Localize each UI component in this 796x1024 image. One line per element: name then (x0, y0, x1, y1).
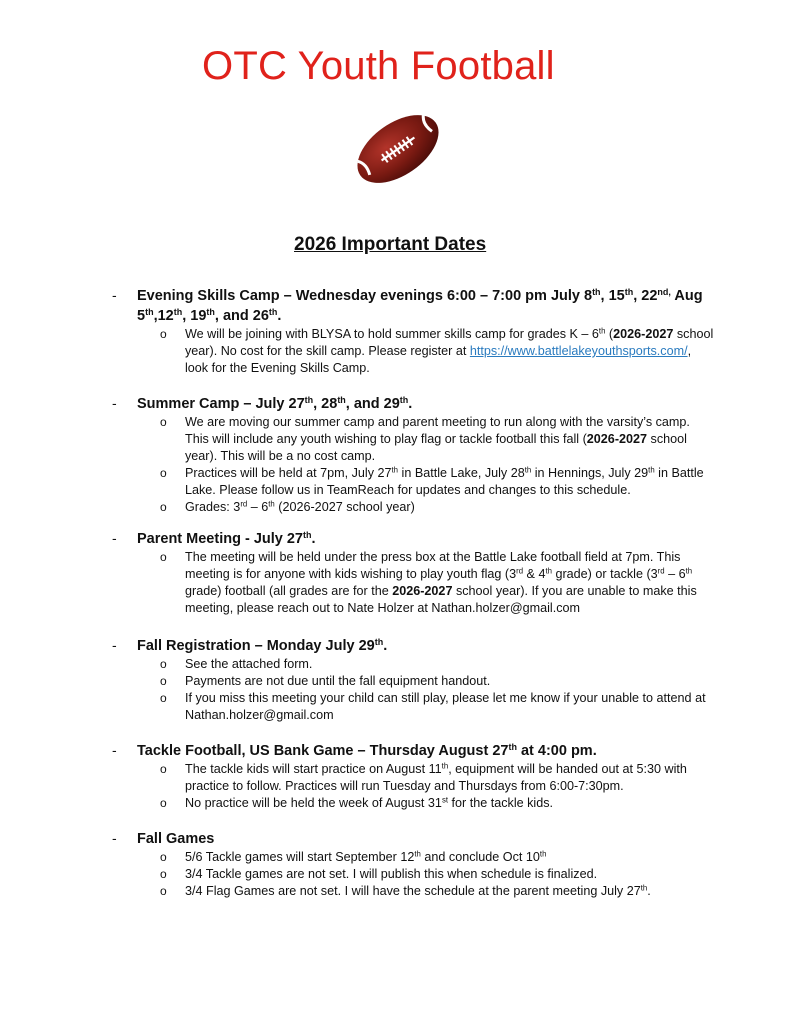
bullet-list (112, 326, 712, 377)
section-evening-skills-camp (112, 286, 712, 377)
list-item: o No practice will be held the week of August 31st for the tackle kids. (160, 795, 554, 810)
section-fall-registration (112, 636, 712, 724)
list-item: o 3/4 Flag Games are not set. I will have the schedule at the parent meeting July 27th. (160, 883, 651, 898)
bullet-list (112, 849, 712, 900)
bullet-circle: o (160, 691, 167, 705)
section-dash: - (112, 830, 117, 846)
list-item: o Payments are not due until the fall equipment handout. (160, 674, 491, 688)
bullet-list (112, 549, 712, 617)
bullet-circle: o (160, 550, 167, 564)
list-item: o The meeting will be held under the press box at the Battle Lake football field at 7pm. This meeting is for anyone with kids wishing to play youth flag (3rd & 4th grade) or tackle (3rd – 6th grade) football (all grades are for the 2026-2027 school year). If you are unable to make this meeting, please reach out to Nate Holzer at Nathan.holzer@gmail.com (160, 550, 697, 615)
bullet-circle: o (160, 867, 167, 881)
football-icon (352, 110, 444, 188)
list-item: o 3/4 Tackle games are not set. I will publish this when schedule is finalized. (160, 867, 598, 881)
bullet-circle: o (160, 884, 167, 898)
page-title: OTC Youth Football (202, 44, 555, 88)
section-heading: Tackle Football, US Bank Game – Thursday August 27th at 4:00 pm. (137, 742, 597, 759)
section-heading: Summer Camp – July 27th, 28th, and 29th. (137, 395, 413, 412)
section-summer-camp (112, 394, 712, 516)
subtitle: 2026 Important Dates (294, 234, 487, 255)
section-heading: Evening Skills Camp – Wednesday evenings 6:00 – 7:00 pm July 8th, 15th, $22^{nd,}$ Aug 5th,12th, 19th, and 26th. (137, 287, 703, 324)
section-tackle-football-game (112, 741, 712, 812)
list-item: o 5/6 Tackle games will start September 12th and conclude Oct 10th (160, 849, 547, 864)
list-item: o We will be joining with BLYSA to hold summer skills camp for grades K – 6th (2026-2027 school year). No cost for the skill camp. Please register at https://www.battlelakeyouthsports.com/, look for the Evening Skills Camp. (160, 326, 714, 375)
bullet-circle: o (160, 657, 167, 671)
list-item: o The tackle kids will start practice on August 11th, equipment will be handed out at 5:30 with practice to follow. Practices will run Tuesday and Thursdays from 6:00-7:30pm. (160, 761, 687, 793)
section-dash: - (112, 287, 117, 303)
bullet-circle: o (160, 466, 167, 480)
section-heading: Parent Meeting - July 27th. (137, 530, 316, 547)
bullet-circle: o (160, 674, 167, 688)
bullet-list (112, 761, 712, 812)
bullet-circle: o (160, 327, 167, 341)
section-heading: Fall Registration – Monday July 29th. (137, 637, 388, 654)
bullet-circle: o (160, 796, 167, 810)
section-dash: - (112, 742, 117, 758)
section-dash: - (112, 530, 117, 546)
bullet-list (112, 414, 712, 516)
list-item: o If you miss this meeting your child can still play, please let me know if your unable to attend at Nathan.holzer@gmail.com (160, 691, 706, 722)
section-dash: - (112, 637, 117, 653)
bullet-list (112, 656, 712, 724)
list-item: o Grades: 3rd – 6th (2026-2027 school year) (160, 499, 415, 514)
section-dash: - (112, 395, 117, 411)
bullet-circle: o (160, 762, 167, 776)
list-item: o Practices will be held at 7pm, July 27th in Battle Lake, July 28th in Hennings, July 29th in Battle Lake. Please follow us in TeamReach for updates and changes to this schedule. (160, 465, 704, 497)
list-item: o See the attached form. (160, 657, 313, 671)
section-parent-meeting (112, 529, 712, 617)
section-fall-games (112, 829, 712, 900)
bullet-circle: o (160, 850, 167, 864)
bullet-circle: o (160, 415, 167, 429)
registration-link[interactable]: https://www.battlelakeyouthsports.com/ (469, 344, 688, 358)
section-heading: Fall Games (137, 831, 215, 847)
list-item: o We are moving our summer camp and parent meeting to run along with the varsity’s camp. This will include any youth wishing to play flag or tackle football this fall (2026-2027 school year). This will be a no cost camp. (160, 415, 690, 463)
bullet-circle: o (160, 500, 167, 514)
